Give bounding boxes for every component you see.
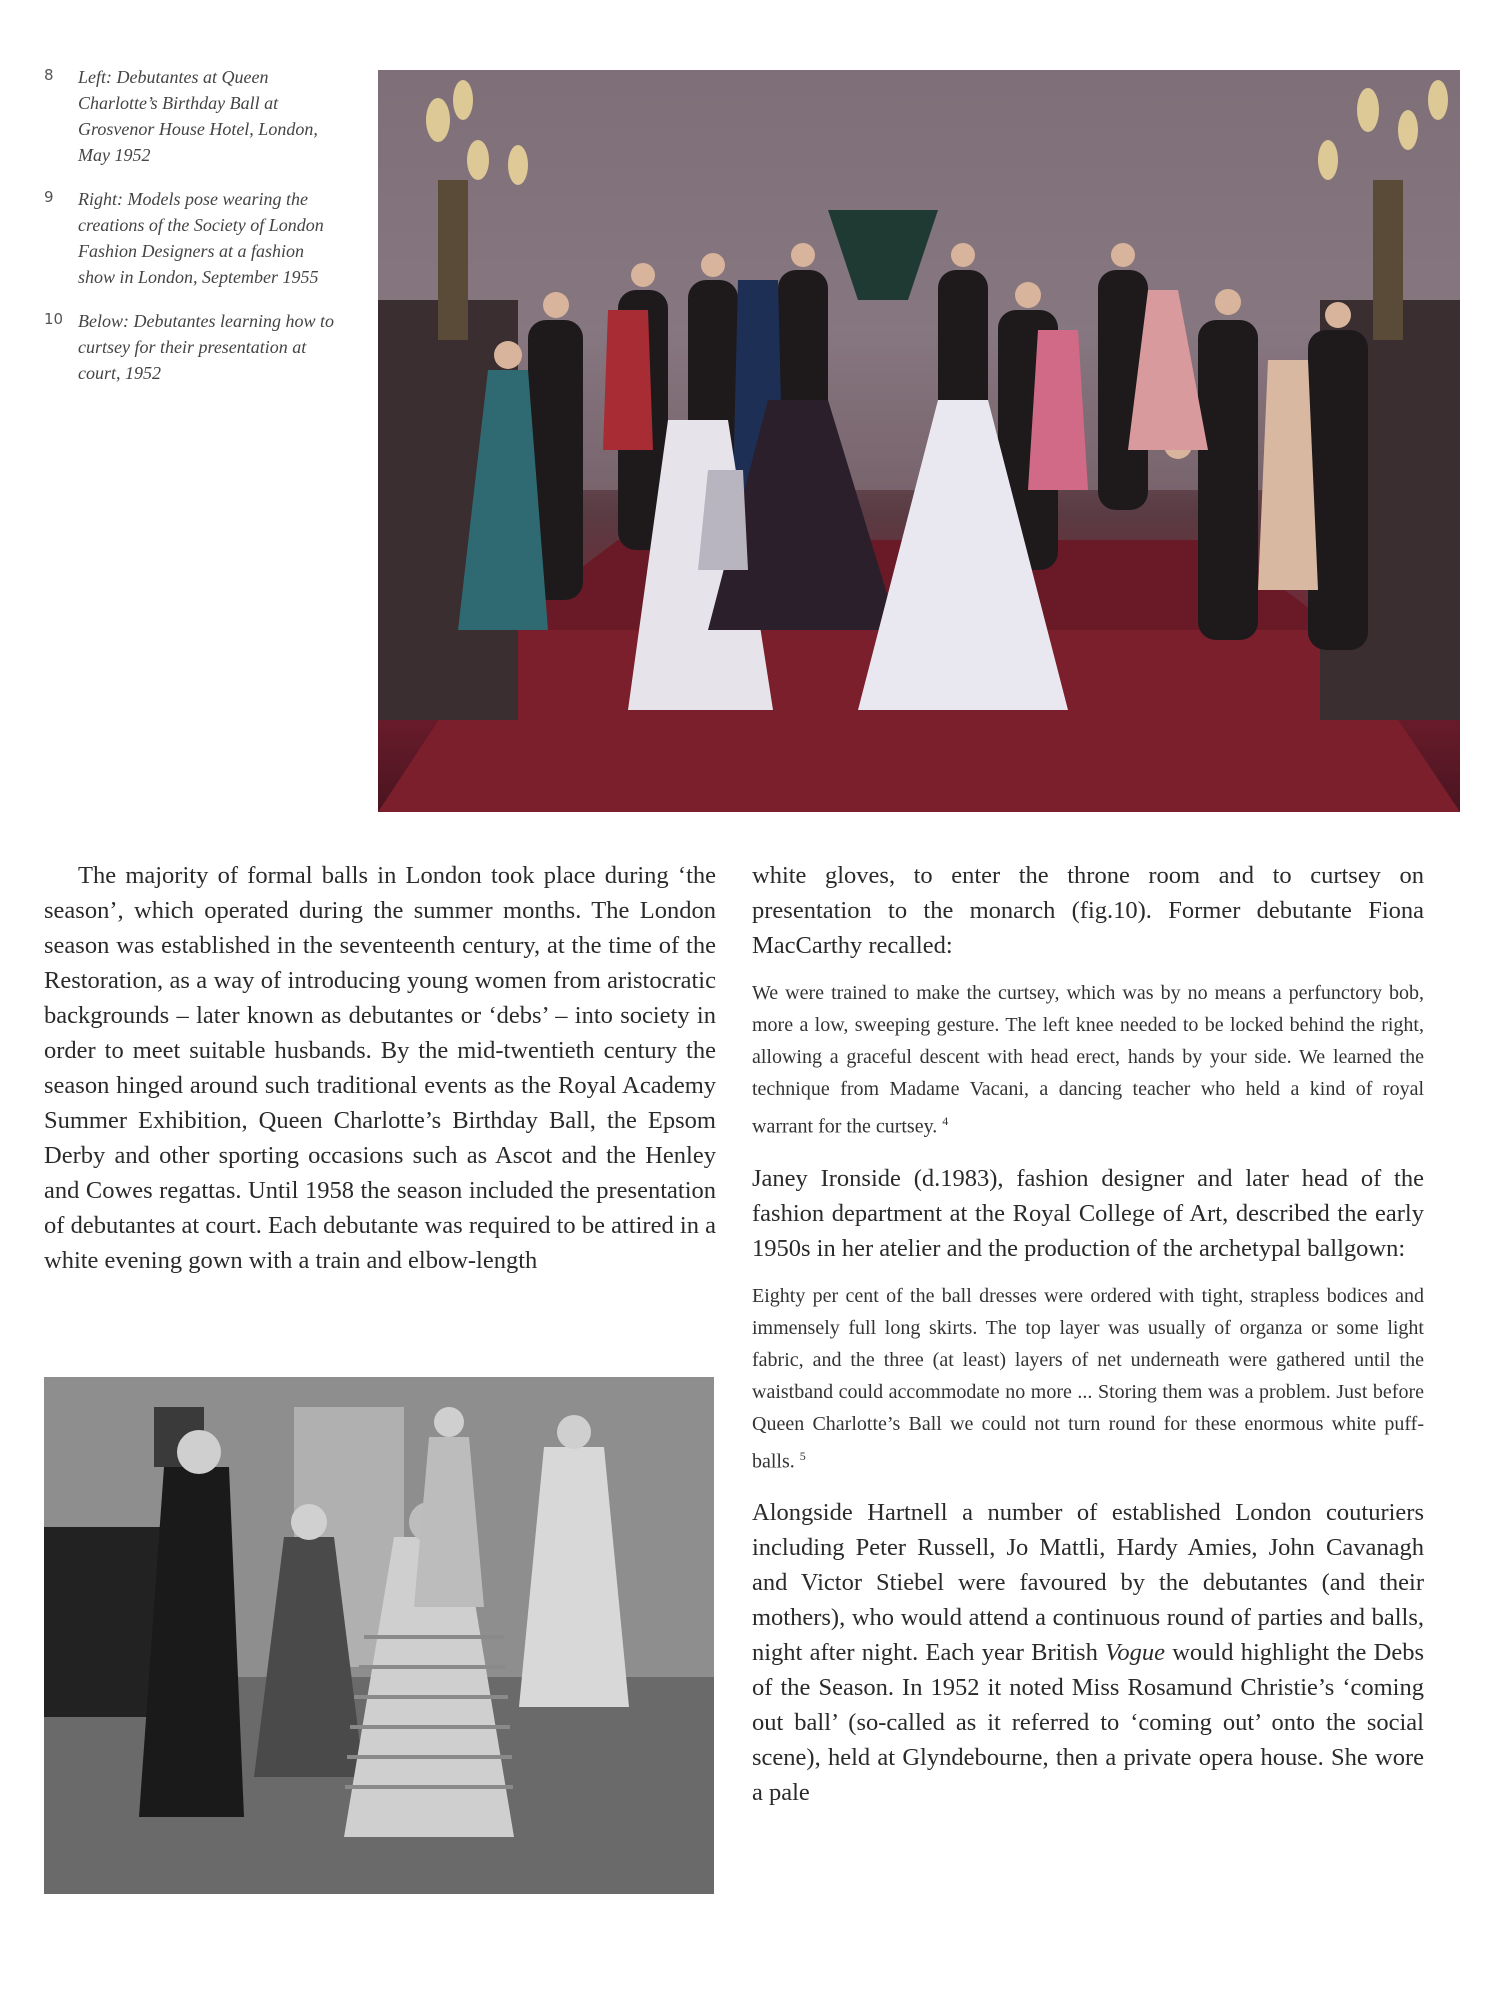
quote-text: Eighty per cent of the ball dresses were ordered with tight, strapless bodices and immensely full long skirts. The top layer was usually of organza or some light fabric, and the three (at least) layers of net underneath were gathered until the waistband could accommodate no more ... Storing them was a problem. Just before Queen Charlotte’s Ball we could not turn round for these enormous white puff-balls. — [752, 1284, 1424, 1473]
curtsey-lesson-illustration — [44, 1377, 714, 1894]
caption-number: 10 — [44, 310, 64, 328]
caption-text: Right: Models pose wearing the creations of the Society of London Fashion Designers at a fashion show in London, September 1955 — [78, 189, 324, 287]
paragraph-text: Alongside Hartnell a number of established London couturiers including Peter Russell, Jo Mattli, Hardy Amies, John Cavanagh and Victor Stiebel were favoured by the debutantes (and their mothers), who would attend a continuous round of parties and balls, night after night. Each year British — [752, 1499, 1424, 1667]
caption-list — [44, 64, 334, 404]
body-paragraph: white gloves, to enter the throne room and to curtsey on presentation to the monarch (fig.10). Former debutante Fiona MacCarthy recalled: — [752, 862, 1424, 959]
block-quote — [752, 1280, 1424, 1478]
quote-text: We were trained to make the curtsey, which was by no means a perfunctory bob, more a low, sweeping gesture. The left knee needed to be locked behind the right, allowing a graceful descent with head erect, hands by your side. We learned the technique from Madame Vacani, a dancing teacher who held a kind of royal warrant for the curtsey. — [752, 982, 1424, 1138]
fashion-show-photo — [378, 70, 1460, 812]
body-paragraph: Janey Ironside (d.1983), fashion designer and later head of the fashion department at the Royal College of Art, described the early 1950s in her atelier and the production of the archetypal ballgown: — [752, 1164, 1424, 1262]
footnote-marker: 4 — [942, 1114, 949, 1128]
paragraph-text: would highlight the Debs of the Season. In 1952 it noted Miss Rosamund Christie’s ‘coming out ball’ (so-called as it referred to ‘coming out’ onto the social scene), held at Glyndebourne, then a private opera house. She wore a pale — [752, 1639, 1425, 1807]
body-paragraph: The majority of formal balls in London took place during ‘the season’, which operated during the summer months. The London season was established in the seventeenth century, at the time of the Restoration, as a way of introducing young women from aristocratic backgrounds – later known as debutantes or ‘debs’ – into society in order to meet suitable husbands. By the mid-twentieth century the season hinged around such traditional events as the Royal Academy Summer Exhibition, Queen Charlotte’s Birthday Ball, the Epsom Derby and other sporting occasions such as Ascot and the Henley and Cowes regattas. Until 1958 the season included the presentation of debutantes at court. Each debutante was required to be attired in a white evening gown with a train and elbow-length — [44, 862, 716, 1274]
caption-number: 9 — [44, 188, 54, 206]
publication-title: Vogue — [1105, 1639, 1165, 1667]
left-column — [44, 858, 716, 1278]
fashion-show-illustration — [378, 70, 1460, 812]
caption-10 — [44, 308, 334, 386]
block-quote — [752, 977, 1424, 1143]
right-column — [752, 858, 1424, 1810]
body-paragraph — [752, 1495, 1424, 1810]
caption-text: Below: Debutantes learning how to curtsey for their presentation at court, 1952 — [78, 311, 334, 383]
footnote-marker: 5 — [799, 1448, 806, 1463]
caption-number: 8 — [44, 66, 54, 84]
curtsey-lesson-photo — [44, 1377, 714, 1894]
caption-8 — [44, 64, 334, 168]
caption-9 — [44, 186, 334, 290]
caption-text: Left: Debutantes at Queen Charlotte’s Birthday Ball at Grosvenor House Hotel, London, May 1952 — [78, 67, 318, 165]
